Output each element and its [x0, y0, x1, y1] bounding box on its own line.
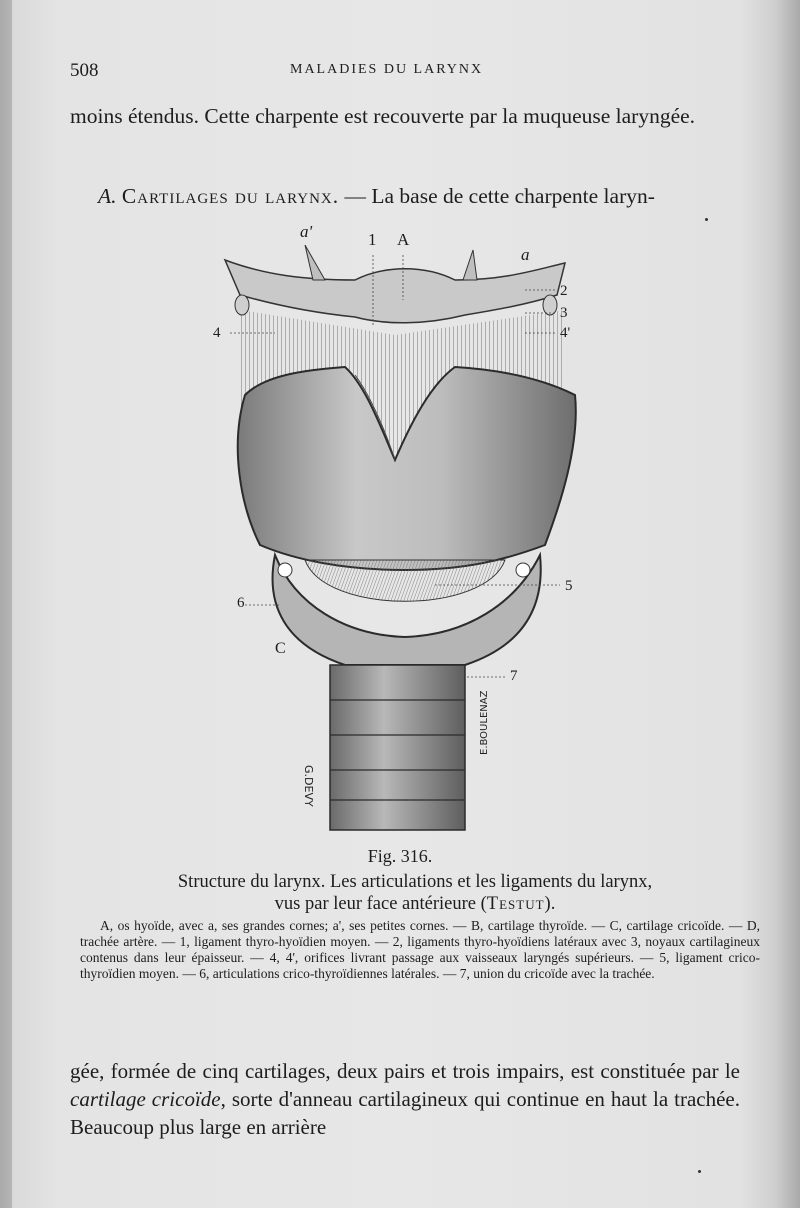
- caption-line-2: vus par leur face antérieure (Testut).: [274, 894, 556, 914]
- body-italic-term: cartilage cricoïde: [70, 1087, 221, 1111]
- intro-paragraph: moins étendus. Cette charpente est recouverte par la muqueuse laryngée.: [70, 104, 696, 128]
- larynx-figure: [205, 225, 605, 845]
- cricoid-cartilage: [273, 555, 541, 665]
- section-heading: [70, 181, 740, 211]
- running-header: [70, 60, 740, 84]
- label-a-prime: a': [300, 225, 313, 241]
- engraver-signature-left: G.DEVY: [302, 765, 315, 807]
- body-paragraph: gée, formée de cinq cartilages, deux pairs et trois impairs, est constituée par le cartilage cricoïde, sorte d'anneau cartilagineux qui continue en haut la trachée. Beaucoup plus large en arrière: [70, 1059, 740, 1139]
- caption-author: Testut: [486, 894, 545, 914]
- label-C: C: [275, 640, 286, 657]
- caption-line-1: Structure du larynx. Les articulations et les ligaments du larynx,: [177, 872, 653, 892]
- print-speck: [698, 1170, 701, 1173]
- engraver-signature-right: E.BOULENAZ: [479, 690, 490, 755]
- label-1: 1: [368, 230, 377, 249]
- label-4-prime: 4': [560, 325, 571, 341]
- section-title: MALADIES DU LARYNX: [290, 62, 484, 77]
- figure-number: Fig. 316.: [367, 846, 433, 866]
- label-6: 6: [237, 595, 245, 611]
- label-a: a: [521, 245, 530, 264]
- larynx-illustration: [205, 225, 605, 845]
- page-gutter-shadow: [0, 0, 12, 1208]
- print-speck: [705, 218, 708, 221]
- label-5: 5: [565, 578, 573, 594]
- figure-legend: A, os hyoïde, avec a, ses grandes cornes; a', ses petites cornes. — B, cartilage thyroïde. — C, cartilage cricoïde. — D, trachée artère. — 1, ligament thyro-hyoïdien moyen. — 2, ligaments thyro-hyoïdiens latéraux avec 3, noyaux cartilagineux contenus dans leur épaisseur. — 4, 4', orifices livrant passage aux vaisseaux laryngés supérieurs. — 5, ligament crico-thyroïdien moyen. — 6, articulations crico-thyroïdiennes latérales. — 7, union du cricoïde avec la trachée.: [80, 918, 760, 981]
- heading-title: Cartilages du larynx.: [121, 184, 340, 208]
- hyoid-bone: [225, 245, 565, 323]
- label-7: 7: [510, 668, 518, 684]
- figure-caption: [70, 871, 760, 915]
- heading-rest: — La base de cette charpente laryn-: [339, 184, 655, 208]
- label-3: 3: [560, 305, 568, 321]
- heading-letter: A.: [98, 184, 117, 208]
- label-4: 4: [213, 325, 221, 341]
- label-A: A: [397, 230, 410, 249]
- trachea: [330, 665, 465, 830]
- page-number: 508: [70, 60, 99, 81]
- label-2: 2: [560, 283, 568, 299]
